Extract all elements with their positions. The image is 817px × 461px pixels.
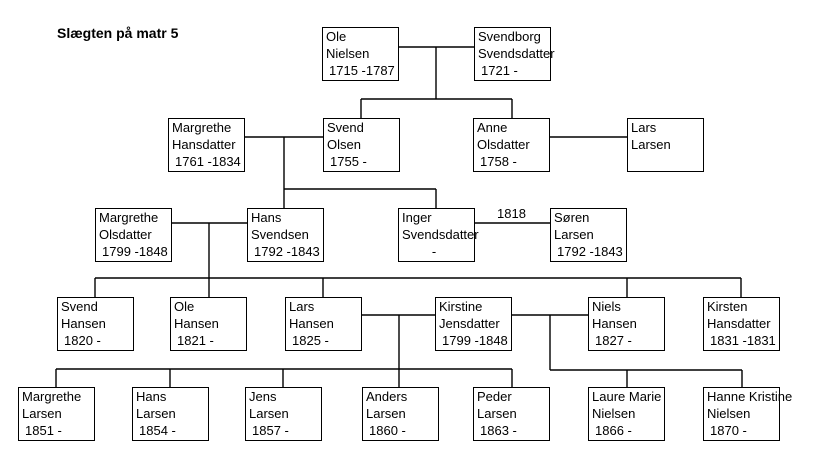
person-surname: Svendsdatter (478, 46, 555, 61)
person-years: 1792 -1843 (557, 244, 623, 259)
person-box-lars-hansen[interactable] (285, 297, 362, 351)
person-given-name: Margrethe (172, 120, 232, 135)
person-box-kirstine-jensdatter[interactable] (435, 297, 512, 351)
person-years: 1825 - (292, 333, 329, 348)
person-given-name: Anne (477, 120, 508, 135)
person-given-name: Søren (554, 210, 590, 225)
person-years: 1792 -1843 (254, 244, 320, 259)
person-given-name: Hans (251, 210, 282, 225)
person-surname: Olsen (327, 137, 361, 152)
person-years: 1755 - (330, 154, 367, 169)
person-given-name: Jens (249, 389, 277, 404)
person-years: 1761 -1834 (175, 154, 241, 169)
person-surname: Larsen (249, 406, 289, 421)
person-box-hans-larsen[interactable] (132, 387, 209, 441)
person-box-niels-hansen[interactable] (588, 297, 665, 351)
person-given-name: Peder (477, 389, 512, 404)
person-surname: Hansen (174, 316, 219, 331)
person-box-laure-marie-nielsen[interactable] (588, 387, 665, 441)
person-given-name: Svend (327, 120, 364, 135)
person-given-name: Margrethe (99, 210, 159, 225)
person-surname: Olsdatter (477, 137, 530, 152)
person-given-name: Kirstine (439, 299, 483, 314)
person-years: 1866 - (595, 423, 632, 438)
person-surname: Larsen (631, 137, 671, 152)
person-surname: Svendsdatter (402, 227, 479, 242)
person-given-name: Niels (592, 299, 621, 314)
person-box-ole-nielsen[interactable] (322, 27, 399, 81)
person-years: 1851 - (25, 423, 62, 438)
person-box-peder-larsen[interactable] (473, 387, 550, 441)
person-given-name: Laure Marie (592, 389, 662, 404)
person-box-anne-olsdatter[interactable] (473, 118, 550, 172)
person-given-name: Kirsten (707, 299, 748, 314)
person-box-svend-hansen[interactable] (57, 297, 134, 351)
person-given-name: Anders (366, 389, 408, 404)
person-years: 1799 -1848 (102, 244, 168, 259)
person-surname: Nielsen (326, 46, 370, 61)
person-box-margrethe-olsdatter[interactable] (95, 208, 172, 262)
person-surname: Larsen (22, 406, 62, 421)
person-given-name: Ole (174, 299, 195, 314)
person-box-ole-hansen[interactable] (170, 297, 247, 351)
person-surname: Larsen (366, 406, 406, 421)
person-given-name: Hans (136, 389, 167, 404)
person-surname: Hansdatter (172, 137, 236, 152)
person-surname: Hansdatter (707, 316, 771, 331)
person-years: 1860 - (369, 423, 406, 438)
person-surname: Jensdatter (439, 316, 500, 331)
person-years: 1821 - (177, 333, 214, 348)
person-years: - (431, 244, 437, 259)
person-years: 1758 - (480, 154, 517, 169)
person-years: 1854 - (139, 423, 176, 438)
person-surname: Nielsen (707, 406, 751, 421)
person-years: 1827 - (595, 333, 632, 348)
person-box-margrethe-larsen[interactable] (18, 387, 95, 441)
person-box-hanne-kristine-nielsen[interactable] (703, 387, 793, 441)
marriage-year-label: 1818 (497, 206, 526, 221)
person-years: 1715 -1787 (329, 63, 395, 78)
person-surname: Larsen (554, 227, 594, 242)
person-box-hans-svendsen[interactable] (247, 208, 324, 262)
person-years: 1857 - (252, 423, 289, 438)
person-box-inger-svendsdatter[interactable] (398, 208, 479, 262)
person-years: 1820 - (64, 333, 101, 348)
person-surname: Nielsen (592, 406, 636, 421)
person-box-lars-larsen[interactable] (627, 118, 704, 172)
person-years: 1721 - (481, 63, 518, 78)
person-box-kirsten-hansdatter[interactable] (703, 297, 780, 351)
chart-title: Slægten på matr 5 (57, 25, 179, 41)
person-years: 1870 - (710, 423, 747, 438)
person-given-name: Ole (326, 29, 347, 44)
person-years: 1799 -1848 (442, 333, 508, 348)
person-box-margrethe-hansdatter[interactable] (168, 118, 245, 172)
person-given-name: Inger (402, 210, 432, 225)
person-given-name: Hanne Kristine (707, 389, 793, 404)
person-given-name: Svendborg (478, 29, 541, 44)
person-box-svend-olsen[interactable] (323, 118, 400, 172)
person-surname: Hansen (61, 316, 106, 331)
person-surname: Olsdatter (99, 227, 152, 242)
person-surname: Svendsen (251, 227, 309, 242)
person-given-name: Svend (61, 299, 98, 314)
person-surname: Larsen (136, 406, 176, 421)
person-box-anders-larsen[interactable] (362, 387, 439, 441)
person-surname: Hansen (592, 316, 637, 331)
person-surname: Larsen (477, 406, 517, 421)
person-box-soren-larsen[interactable] (550, 208, 627, 262)
person-given-name: Lars (289, 299, 315, 314)
person-years: 1863 - (480, 423, 517, 438)
person-given-name: Lars (631, 120, 657, 135)
person-years: 1831 -1831 (710, 333, 776, 348)
person-box-svendborg-svendsdatter[interactable] (474, 27, 555, 81)
person-box-jens-larsen[interactable] (245, 387, 322, 441)
person-given-name: Margrethe (22, 389, 82, 404)
person-surname: Hansen (289, 316, 334, 331)
